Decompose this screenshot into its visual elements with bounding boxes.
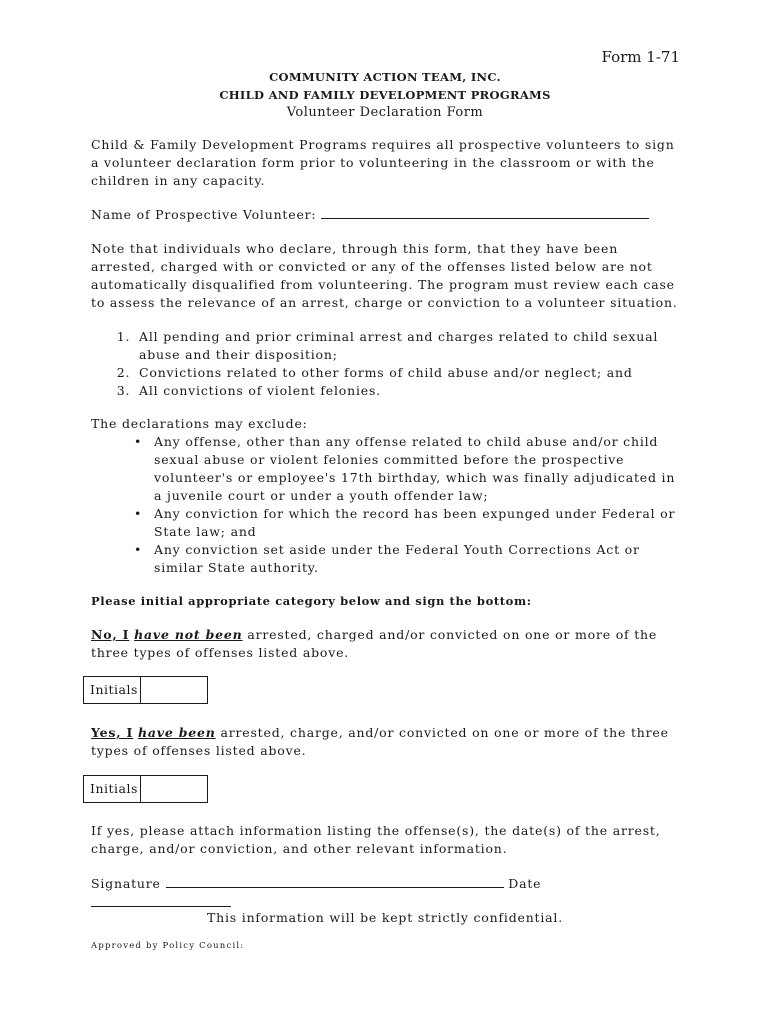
option-yes-statement (91, 724, 681, 760)
option-yes-lead: Yes, I (91, 725, 134, 740)
date-label: Date (508, 876, 542, 891)
exclusions-section (91, 415, 681, 577)
exclusion-text: Any offense, other than any offense related to child abuse and/or child sexual abuse or violent felonies committed before the prospective volunteer's or employee's 17th birthday, which was finally adjudicated in a juvenile court or under a youth offender law; (154, 434, 676, 503)
exclusion-text: Any conviction set aside under the Federal Youth Corrections Act or similar State authority. (154, 542, 640, 575)
form-title: Volunteer Declaration Form (286, 105, 484, 120)
program-name: CHILD AND FAMILY DEVELOPMENT PROGRAMS (219, 88, 551, 102)
instruction-text: Please initial appropriate category below and sign the bottom: (91, 594, 532, 608)
confidentiality-notice: This information will be kept strictly confidential. (207, 910, 563, 925)
initials-label: Initials (84, 776, 141, 802)
offense-list-item: 1. All pending and prior criminal arrest and charges related to child sexual abuse and their disposition; (135, 328, 681, 364)
option-no-lead: No, I (91, 627, 130, 642)
bullet-icon: • (134, 434, 143, 449)
if-yes-paragraph: If yes, please attach information listing the offense(s), the date(s) of the arrest, charge, and/or conviction, and other relevant information. (91, 823, 661, 856)
volunteer-name-field[interactable] (321, 205, 649, 219)
option-yes-text: arrested, charge, and/or convicted on one or more of the three types of offenses listed above. (91, 725, 669, 758)
volunteer-name-row (91, 205, 681, 224)
note-paragraph: Note that individuals who declare, through this form, that they have been arrested, charged with or convicted or any of the offenses listed below are not automatically disqualified from volunteering. The program must review each case to assess the relevance of an arrest, charge or conviction to a volunteer situation. (91, 241, 678, 310)
offense-list-item: 3. All convictions of violent felonies. (135, 382, 681, 400)
initials-box-no[interactable] (83, 676, 208, 704)
offense-list-item: 2. Convictions related to other forms of child abuse and/or neglect; and (135, 364, 681, 382)
exclusion-item (134, 541, 681, 577)
signature-field[interactable] (166, 874, 504, 888)
option-no-emphasis: have not been (134, 627, 243, 642)
date-field[interactable] (91, 893, 231, 907)
document-header (0, 68, 770, 122)
exclusions-intro: The declarations may exclude: (91, 416, 308, 431)
signature-row (91, 874, 681, 912)
volunteer-name-label: Name of Prospective Volunteer: (91, 207, 317, 222)
offense-list (91, 328, 681, 400)
approval-footer: Approved by Policy Council: (91, 941, 245, 951)
organization-name: COMMUNITY ACTION TEAM, INC. (269, 70, 501, 84)
option-no-statement (91, 626, 681, 662)
bullet-icon: • (134, 506, 143, 521)
exclusion-item (134, 505, 681, 541)
initials-label: Initials (84, 677, 141, 703)
form-number: Form 1-71 (601, 48, 680, 66)
intro-paragraph: Child & Family Development Programs requires all prospective volunteers to sign a volunteer declaration form prior to volunteering in the classroom or with the children in any capacity. (91, 137, 675, 188)
bullet-icon: • (134, 542, 143, 557)
exclusion-item (134, 433, 681, 505)
initials-box-yes[interactable] (83, 775, 208, 803)
signature-label: Signature (91, 876, 161, 891)
exclusion-text: Any conviction for which the record has been expunged under Federal or State law; and (154, 506, 676, 539)
option-yes-emphasis: have been (137, 725, 216, 740)
option-no-text: arrested, charged and/or convicted on one or more of the three types of offenses listed above. (91, 627, 658, 660)
